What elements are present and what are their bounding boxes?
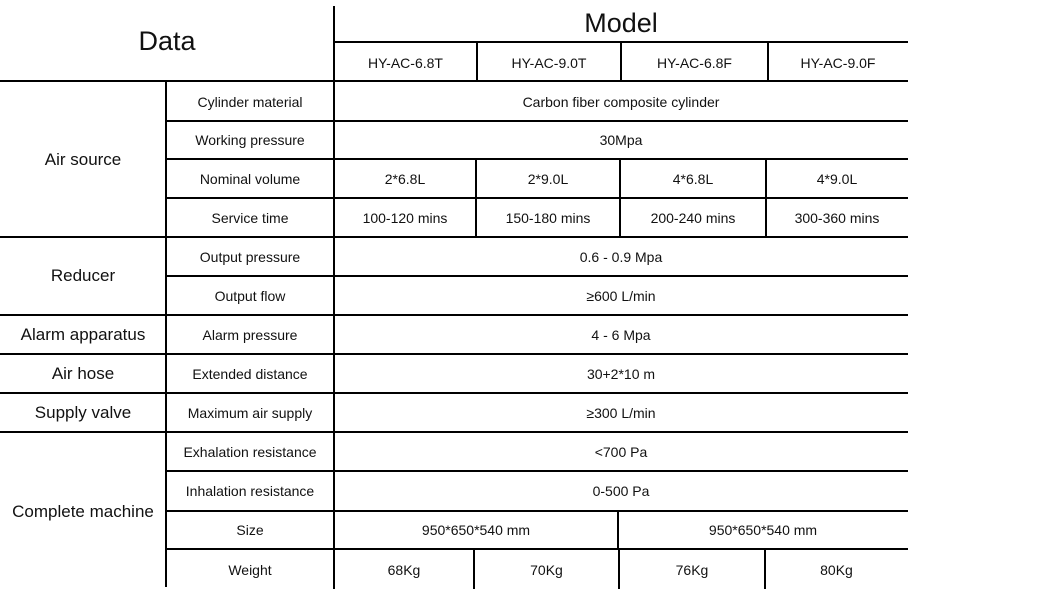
value-weight: 76Kg: [675, 562, 709, 578]
table-rule: [0, 431, 908, 433]
table-rule: [165, 82, 167, 587]
table-rule: [767, 43, 769, 81]
table-rule: [166, 158, 908, 160]
row-label-extended-distance: Extended distance: [192, 365, 308, 382]
row-label-weight: Weight: [228, 562, 272, 578]
value-service-time: 300-360 mins: [794, 209, 880, 226]
table-rule: [166, 548, 908, 550]
row-label-exhalation-resistance: Exhalation resistance: [183, 443, 317, 460]
table-rule: [0, 236, 908, 238]
group-supply-valve: Supply valve: [34, 402, 132, 422]
group-complete-machine: Complete machine: [12, 501, 154, 521]
row-label-output-pressure: Output pressure: [199, 248, 301, 265]
table-rule: [473, 550, 475, 589]
table-rule: [765, 160, 767, 237]
value-output-pressure: 0.6 - 0.9 Mpa: [579, 248, 663, 265]
group-air-source: Air source: [44, 149, 122, 169]
model-name: HY-AC-9.0T: [511, 54, 587, 71]
value-weight: 80Kg: [820, 562, 853, 578]
model-name: HY-AC-6.8F: [657, 54, 732, 71]
row-label-service-time: Service time: [211, 209, 289, 226]
value-extended-distance: 30+2*10 m: [586, 365, 656, 382]
table-rule: [166, 120, 908, 122]
row-label-working-pressure: Working pressure: [195, 132, 305, 148]
table-rule: [166, 275, 908, 277]
value-working-pressure: 30Mpa: [599, 132, 643, 148]
table-rule: [333, 6, 335, 589]
table-rule: [620, 43, 622, 81]
value-weight: 70Kg: [530, 562, 563, 578]
table-rule: [166, 470, 908, 472]
value-exhalation-resistance: <700 Pa: [594, 443, 648, 460]
table-rule: [166, 510, 908, 512]
table-rule: [475, 160, 477, 237]
table-rule: [476, 43, 478, 81]
row-label-alarm-pressure: Alarm pressure: [202, 326, 298, 343]
value-output-flow: ≥600 L/min: [586, 287, 656, 304]
value-cylinder-material: Carbon fiber composite cylinder: [522, 93, 720, 110]
row-label-output-flow: Output flow: [214, 287, 286, 304]
row-label-inhalation-resistance: Inhalation resistance: [185, 483, 315, 499]
value-nominal-volume: 2*9.0L: [527, 170, 569, 187]
value-size: 950*650*540 mm: [708, 522, 818, 538]
value-weight: 68Kg: [387, 562, 421, 578]
row-label-maximum-air-supply: Maximum air supply: [187, 404, 313, 421]
group-alarm-apparatus: Alarm apparatus: [20, 324, 146, 344]
row-label-cylinder-material: Cylinder material: [197, 93, 303, 110]
value-inhalation-resistance: 0-500 Pa: [592, 483, 650, 499]
table-rule: [764, 550, 766, 589]
group-reducer: Reducer: [50, 266, 116, 285]
value-nominal-volume: 4*9.0L: [816, 170, 858, 187]
group-air-hose: Air hose: [51, 363, 115, 383]
value-service-time: 100-120 mins: [362, 209, 448, 226]
table-rule: [166, 197, 908, 199]
table-rule: [0, 353, 908, 355]
value-nominal-volume: 2*6.8L: [384, 170, 426, 187]
value-maximum-air-supply: ≥300 L/min: [586, 404, 656, 421]
value-nominal-volume: 4*6.8L: [672, 170, 714, 187]
table-rule: [617, 511, 619, 549]
model-name: HY-AC-9.0F: [800, 54, 876, 71]
model-header: Model: [584, 7, 658, 38]
data-header: Data: [138, 25, 196, 56]
value-alarm-pressure: 4 - 6 Mpa: [591, 326, 651, 343]
table-rule: [0, 314, 908, 316]
row-label-nominal-volume: Nominal volume: [199, 170, 301, 187]
table-rule: [618, 550, 620, 589]
value-size: 950*650*540 mm: [421, 522, 531, 538]
value-service-time: 150-180 mins: [505, 209, 591, 226]
table-rule: [619, 160, 621, 237]
table-rule: [0, 80, 908, 82]
model-name: HY-AC-6.8T: [368, 54, 443, 71]
table-rule: [0, 392, 908, 394]
row-label-size: Size: [236, 522, 264, 538]
value-service-time: 200-240 mins: [650, 209, 736, 226]
